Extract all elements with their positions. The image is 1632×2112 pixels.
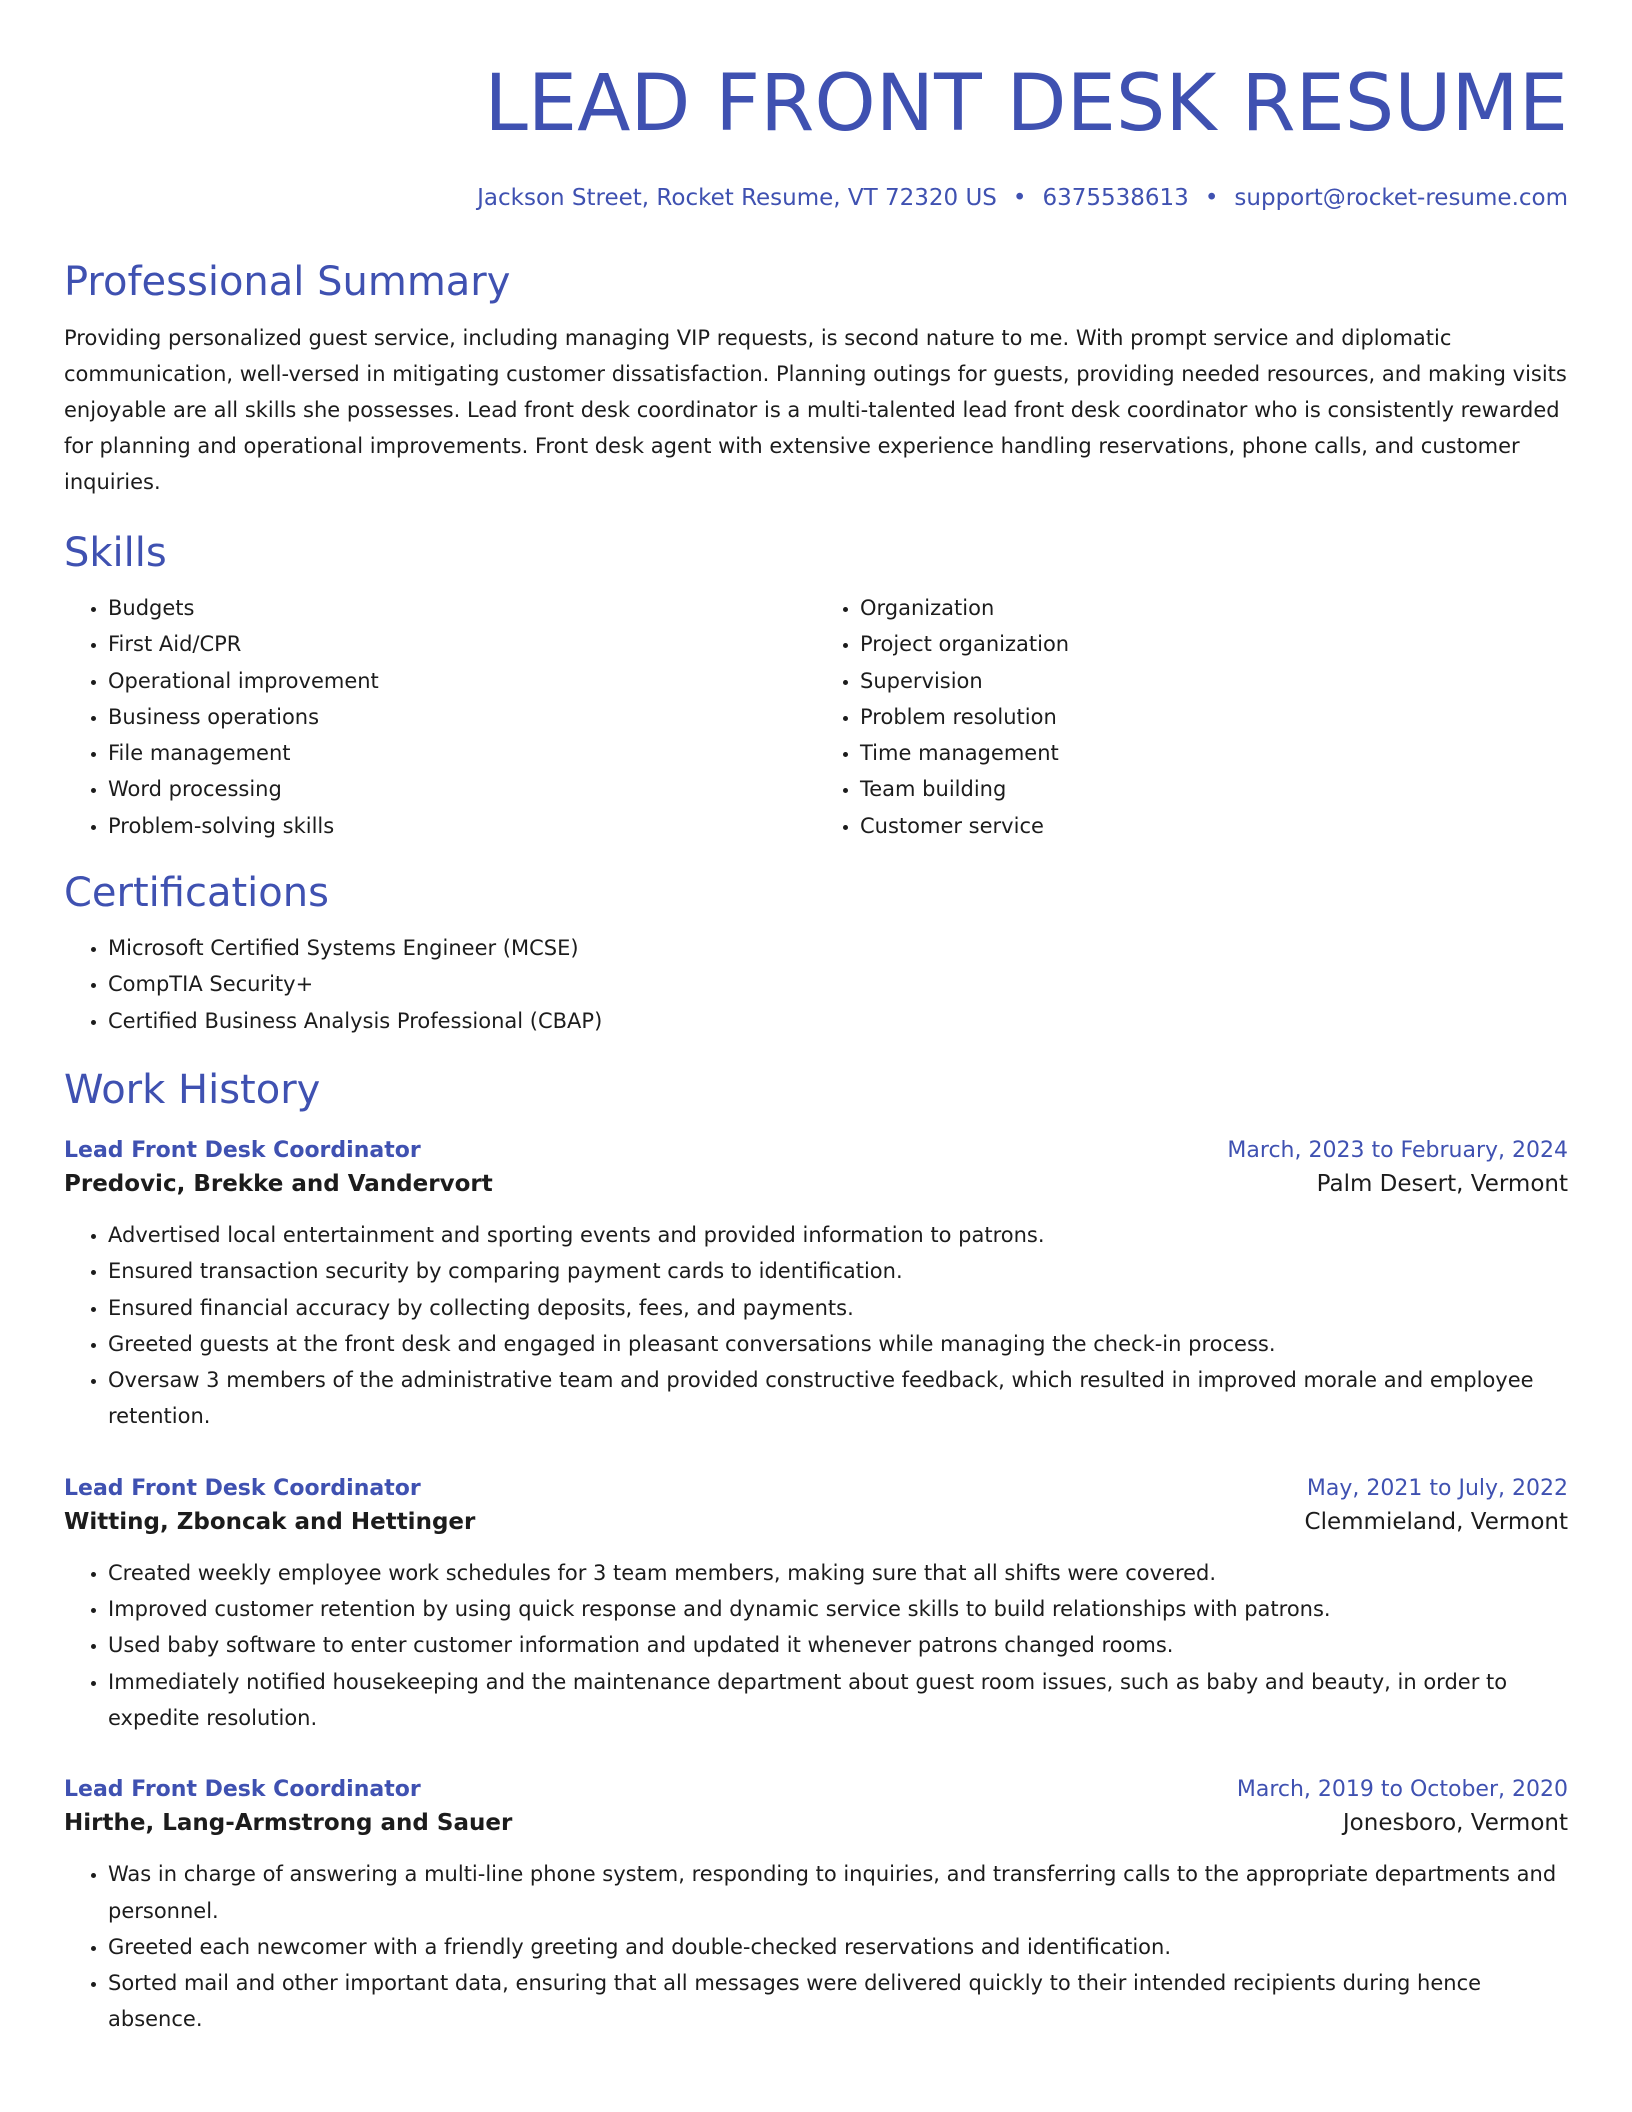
job-company: Hirthe, Lang-Armstrong and Sauer: [64, 1810, 513, 1837]
job-title: Lead Front Desk Coordinator: [64, 1475, 421, 1501]
job-company-row: [64, 1167, 1568, 1201]
certifications-heading: Certifications: [64, 870, 329, 917]
skill-item: • Budgets: [108, 590, 816, 626]
job-bullet: • Immediately notified housekeeping and the maintenance department about guest room issues, such as baby and beauty, in order to expedite resolution.: [108, 1664, 1568, 1737]
skills-list-right: [816, 590, 1568, 844]
skills-list-left: [64, 590, 816, 844]
skill-item: • Problem-solving skills: [108, 808, 816, 844]
job-bullets: [64, 1555, 1568, 1736]
skill-item: • Organization: [860, 590, 1568, 626]
contact-separator: •: [1012, 185, 1027, 211]
summary-heading: Professional Summary: [64, 259, 511, 305]
job-bullet: • Advertised local entertainment and sporting events and provided information to patrons.: [108, 1217, 1568, 1253]
skill-item: • Word processing: [108, 771, 816, 807]
job-header-row: [64, 1473, 1568, 1505]
job-company: Predovic, Brekke and Vandervort: [64, 1170, 493, 1197]
job-bullet: • Sorted mail and other important data, ensuring that all messages were delivered quickly to their intended recipients during hence absence.: [108, 1965, 1568, 2038]
resume-title: LEAD FRONT DESK RESUME: [484, 59, 1568, 149]
job-location: Jonesboro, Vermont: [1342, 1810, 1568, 1837]
job-bullet: • Ensured financial accuracy by collecting deposits, fees, and payments.: [108, 1290, 1568, 1326]
contact-phone: 6375538613: [1042, 185, 1189, 211]
job-bullet: • Improved customer retention by using quick response and dynamic service skills to build relationships with patrons.: [108, 1591, 1568, 1627]
skills-heading: Skills: [64, 530, 167, 576]
job-title: Lead Front Desk Coordinator: [64, 1777, 421, 1803]
contact-line: [64, 182, 1568, 214]
job-title: Lead Front Desk Coordinator: [64, 1137, 421, 1163]
work-history-heading: Work History: [64, 1066, 321, 1113]
job-dates: March, 2023 to February, 2024: [1227, 1137, 1568, 1163]
contact-separator: •: [1204, 185, 1219, 211]
job-entry: [64, 1135, 1568, 1435]
job-entry: [64, 1774, 1568, 2037]
job-location: Palm Desert, Vermont: [1316, 1170, 1568, 1197]
job-header-row: [64, 1135, 1568, 1167]
skill-item: • Customer service: [860, 808, 1568, 844]
job-company-row: [64, 1806, 1568, 1840]
skill-item: • Problem resolution: [860, 699, 1568, 735]
summary-text: Providing personalized guest service, including managing VIP requests, is second nature to me. With prompt service and diplomatic communication, well-versed in mitigating customer dissatisfaction. Planning outings for guests, providing needed resources, and making visits enjoyable are all skills she possesses. Lead front desk coordinator is a multi-talented lead front desk coordinator who is consistently rewarded for planning and operational improvements. Front desk agent with extensive experience handling reservations, phone calls, and customer inquiries.: [64, 326, 1567, 494]
contact-address: Jackson Street, Rocket Resume, VT 72320 US: [477, 185, 997, 211]
job-company: Witting, Zboncak and Hettinger: [64, 1508, 476, 1535]
certification-item: • Certified Business Analysis Professional (CBAP): [108, 1003, 1568, 1039]
certification-item: • CompTIA Security+: [108, 966, 1568, 1002]
skill-item: • Supervision: [860, 663, 1568, 699]
certification-item: • Microsoft Certified Systems Engineer (MCSE): [108, 930, 1568, 966]
job-location: Clemmieland, Vermont: [1304, 1508, 1568, 1535]
contact-email: support@rocket-resume.com: [1234, 185, 1568, 211]
skill-item: • Project organization: [860, 626, 1568, 662]
skills-columns: [64, 590, 1568, 844]
job-bullet: • Used baby software to enter customer information and updated it whenever patrons changed rooms.: [108, 1627, 1568, 1663]
job-header-row: [64, 1774, 1568, 1806]
skill-item: • First Aid/CPR: [108, 626, 816, 662]
job-bullet: • Greeted each newcomer with a friendly greeting and double-checked reservations and identification.: [108, 1929, 1568, 1965]
job-bullets: [64, 1217, 1568, 1435]
certifications-list: [64, 930, 1568, 1039]
job-bullet: • Oversaw 3 members of the administrative team and provided constructive feedback, which resulted in improved morale and employee retention.: [108, 1362, 1568, 1435]
skill-item: • File management: [108, 735, 816, 771]
job-bullet: • Greeted guests at the front desk and engaged in pleasant conversations while managing the check-in process.: [108, 1326, 1568, 1362]
job-company-row: [64, 1505, 1568, 1539]
job-bullet: • Ensured transaction security by comparing payment cards to identification.: [108, 1253, 1568, 1289]
skill-item: • Operational improvement: [108, 663, 816, 699]
job-bullet: • Was in charge of answering a multi-line phone system, responding to inquiries, and transferring calls to the appropriate departments and personnel.: [108, 1856, 1568, 1929]
resume-page: [64, 0, 1568, 2038]
skill-item: • Business operations: [108, 699, 816, 735]
job-entry: [64, 1473, 1568, 1736]
skill-item: • Team building: [860, 771, 1568, 807]
job-bullet: • Created weekly employee work schedules for 3 team members, making sure that all shifts were covered.: [108, 1555, 1568, 1591]
skill-item: • Time management: [860, 735, 1568, 771]
job-bullets: [64, 1856, 1568, 2037]
job-dates: May, 2021 to July, 2022: [1306, 1475, 1568, 1501]
job-dates: March, 2019 to October, 2020: [1236, 1777, 1568, 1803]
